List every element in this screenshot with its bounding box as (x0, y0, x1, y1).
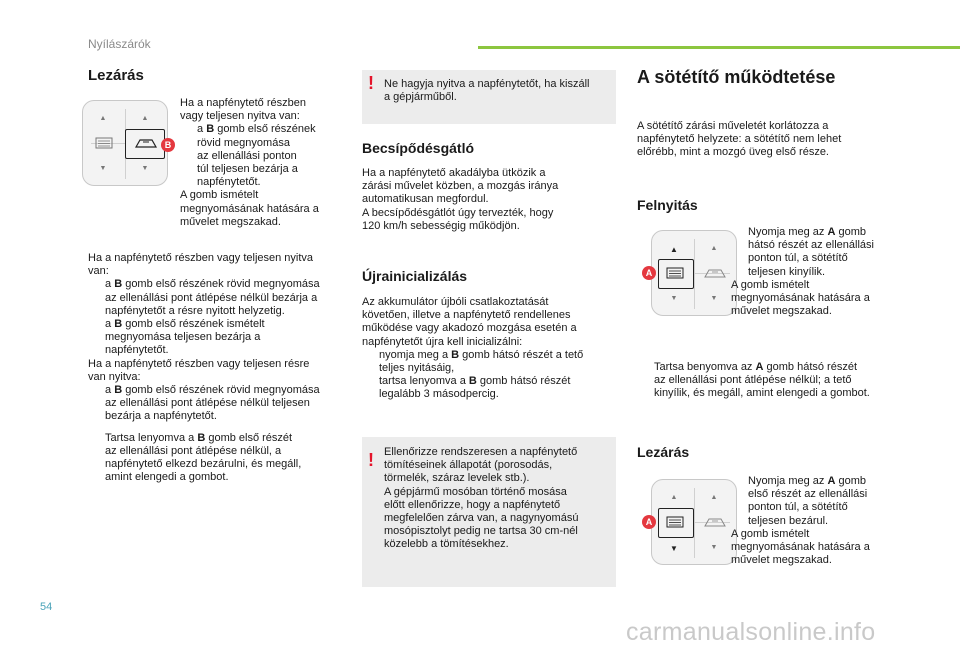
blind-icon (95, 137, 113, 149)
sunroof-icon (134, 136, 158, 150)
arrow-up-icon: ▲ (670, 245, 678, 254)
col3-title: A sötétítő működtetése (637, 67, 836, 87)
blind-icon (666, 516, 684, 528)
warning-icon: ! (368, 73, 374, 93)
warning-text-2: Ellenőrizze rendszeresen a napfénytető tömítéseinek állapotát (porosodás, törmelék, száraz levelek stb.). A gépjármű mosóban történő mosása előtt ellenőrizze, hogy a napfénytető megfelelően zárva van, a nagynyomású mosópisztolyt pedig ne tartsa 30 cm-nél közelebb a tömítésekhez. (384, 446, 579, 551)
watermark: carmanualsonline.info (626, 618, 876, 646)
pinch-text: Ha a napfénytető akadályba ütközik a zárási művelet közben, a mozgás iránya automatikusan megfordul. A becsípődésgátlót úgy tervezték, hogy 120 km/h sebességig működjön. (362, 167, 559, 232)
switch-panel-icon: ▲ ▲ ▼ ▼ (651, 230, 737, 316)
col3-intro: A sötétítő zárási műveletét korlátozza a napfénytető helyzete: a sötétítő nem lehet előrébb, mint a mozgó üveg első része. (637, 120, 842, 159)
open-block (731, 226, 901, 318)
reinit-bullet-1: nyomja meg a B gomb hátsó részét a tető teljes nyitásáig, (379, 348, 584, 375)
heading-close: Lezárás (637, 444, 690, 460)
col3-intro-block (637, 120, 887, 160)
col1-p2: Ha a napfénytető részben vagy teljesen résre van nyitva: (88, 357, 310, 383)
page-number: 54 (40, 601, 53, 613)
blind-icon (666, 267, 684, 279)
sunroof-icon (703, 515, 727, 529)
warning-box-2 (362, 437, 616, 587)
col1-p1: Ha a napfénytető részben vagy teljesen nyitva van: (88, 252, 314, 278)
heading-reinit: Újrainicializálás (362, 268, 468, 284)
warning-text-1: Ne hagyja nyitva a napfénytetőt, ha kiszáll a gépjárműből. (384, 78, 590, 104)
arrow-down-icon: ▼ (670, 544, 678, 553)
warning-icon: ! (368, 450, 374, 470)
open-block-2 (637, 361, 902, 401)
close-after: A gomb ismételt megnyomásának hatására a művelet megszakad. (731, 527, 870, 567)
col1-bullet-2: a B gomb első részének ismételt megnyomása teljesen bezárja a napfénytetőt. (105, 318, 265, 357)
col1-intro-after: A gomb ismételt megnyomásának hatására a művelet megszakad. (180, 189, 319, 228)
badge-a: A (642, 266, 656, 280)
badge-a: A (642, 515, 656, 529)
open-bullet: Nyomja meg az A gomb hátsó részét az ellenállási ponton túl, a sötétítő teljesen kinyílik. (748, 226, 874, 278)
col1-body (88, 252, 353, 484)
open-after: A gomb ismételt megnyomásának hatására a művelet megszakad. (731, 278, 870, 318)
section-header: Nyílászárók (88, 37, 151, 51)
sunroof-icon (703, 266, 727, 280)
col1-title: Lezárás (88, 67, 144, 84)
pinch-text-block (362, 167, 616, 233)
heading-pinch: Becsípődésgátló (362, 140, 475, 156)
warning-box-1 (362, 70, 616, 124)
col1-bullet-1: a B gomb első részének rövid megnyomása az ellenállási pont átlépése nélkül bezárja a napfénytetőt a résre nyitott helyzetig. (105, 278, 320, 317)
col1-intro-bullet: a B gomb első részének rövid megnyomása az ellenállási ponton túl teljesen bezárja a napfénytetőt. (197, 123, 316, 189)
reinit-block (362, 296, 616, 402)
open-bullet-2: Tartsa benyomva az A gomb hátsó részét az ellenállási pont átlépése nélkül; a tető kinyílik, és megáll, amint elengedi a gombot. (654, 361, 870, 400)
col1-intro: Ha a napfénytető részben vagy teljesen nyitva van: (180, 97, 306, 123)
col1-bullet-4: Tartsa lenyomva a B gomb első részét az ellenállási pont átlépése nélkül, a napfénytető elkezd bezárulni, és megáll, amint elengedi a gombot. (105, 431, 302, 484)
switch-panel-icon: ▲ ▲ ▼ ▼ (651, 479, 737, 565)
reinit-bullet-2: tartsa lenyomva a B gomb hátsó részét legalább 3 másodpercig. (379, 375, 571, 401)
col1-intro-block (180, 97, 355, 229)
badge-b: B (161, 138, 175, 152)
switch-panel-icon: ▲ ▲ ▼ ▼ (82, 100, 168, 186)
header-accent-bar (478, 46, 960, 49)
close-bullet: Nyomja meg az A gomb első részét az ellenállási ponton túl, a sötétítő teljesen bezárul. (748, 475, 868, 527)
col1-bullet-3: a B gomb első részének rövid megnyomása az ellenállási pont átlépése nélkül teljesen bezárja a napfénytetőt. (105, 384, 320, 423)
close-block (731, 475, 901, 567)
heading-open: Felnyitás (637, 197, 698, 213)
reinit-text: Az akkumulátor újbóli csatlakoztatását követően, illetve a napfénytető rendellenes működése vagy akadozó mozgása esetén a napfénytetőt újra kell inicializálni: (362, 296, 577, 348)
